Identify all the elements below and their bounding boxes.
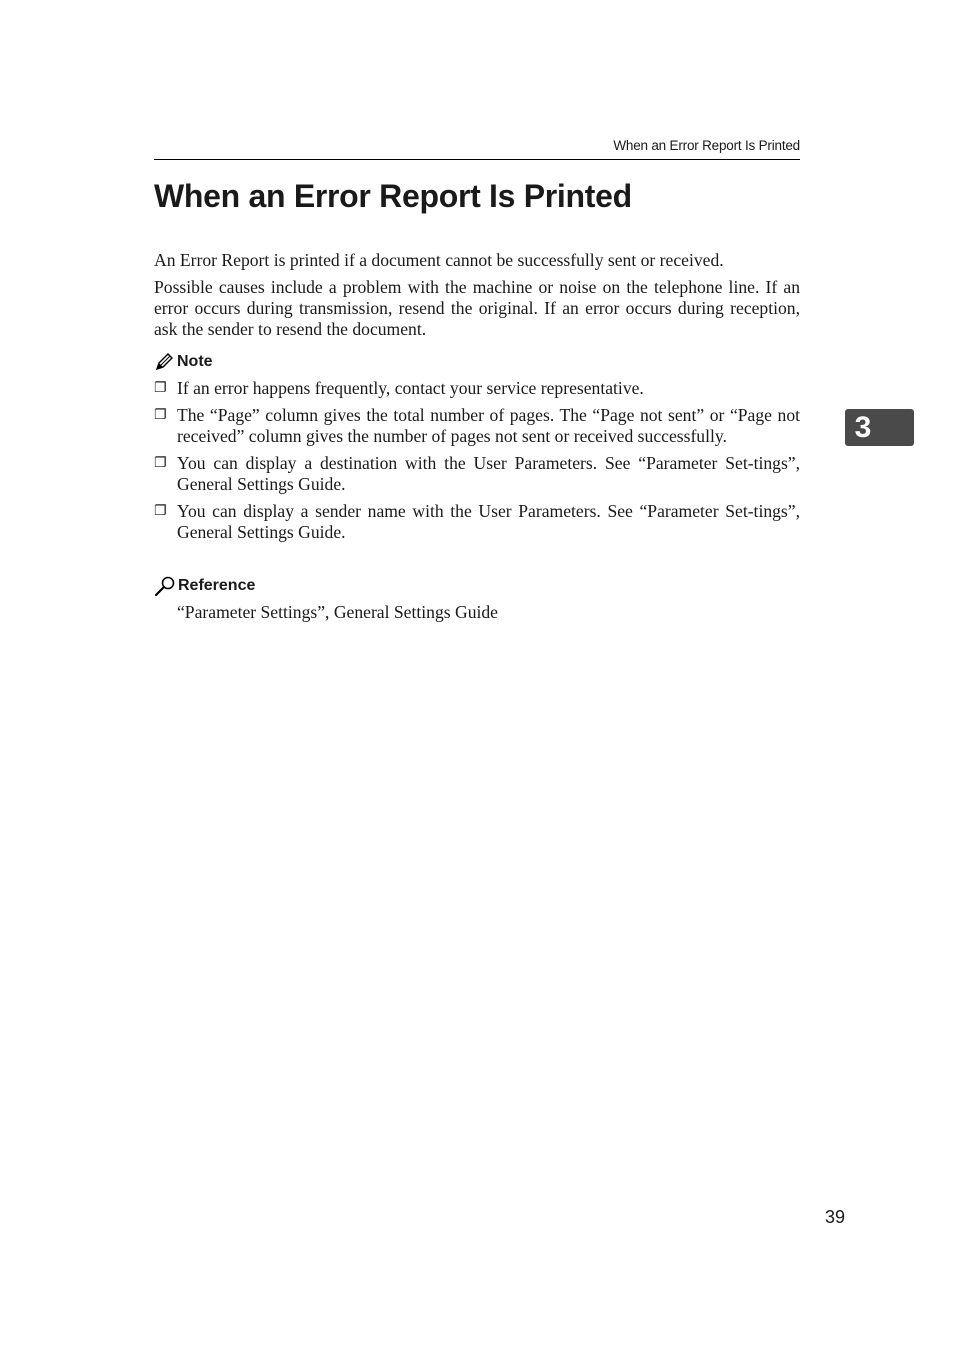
note-item-text: If an error happens frequently, contact your service representative.: [177, 378, 644, 398]
note-heading-label: Note: [177, 353, 213, 370]
chapter-number: 3: [854, 410, 872, 444]
checkbox-icon: ❐: [154, 407, 167, 423]
list-item: [154, 501, 800, 543]
note-heading: [154, 352, 213, 372]
list-item: [154, 378, 800, 399]
note-list: [154, 378, 800, 549]
magnifier-icon: [154, 575, 176, 597]
note-item-text: The “Page” column gives the total number of pages. The “Page not sent” or “Page not received” column gives the number of pages not sent or received successfully.: [177, 405, 800, 446]
reference-text: “Parameter Settings”, General Settings Guide: [177, 602, 498, 622]
list-item: [154, 453, 800, 495]
page-title: When an Error Report Is Printed: [154, 178, 632, 214]
header-rule: [154, 159, 800, 160]
chapter-tab: [845, 409, 914, 446]
causes-paragraph: Possible causes include a problem with the machine or noise on the telephone line. If an error occurs during transmission, resend the original. If an error occurs during reception, ask the sender to resend the document.: [154, 277, 800, 339]
checkbox-icon: ❐: [154, 380, 167, 396]
pencil-icon: [154, 352, 175, 372]
page-number: 39: [824, 1207, 845, 1227]
note-item-text: You can display a sender name with the User Parameters. See “Parameter Set-tings”, General Settings Guide.: [177, 501, 800, 542]
running-header: When an Error Report Is Printed: [613, 138, 800, 153]
reference-heading: [154, 575, 255, 597]
note-item-text: You can display a destination with the User Parameters. See “Parameter Set-tings”, General Settings Guide.: [177, 453, 800, 494]
checkbox-icon: ❐: [154, 455, 167, 471]
list-item: [154, 405, 800, 447]
checkbox-icon: ❐: [154, 503, 167, 519]
intro-paragraph: An Error Report is printed if a document cannot be successfully sent or received.: [154, 250, 724, 270]
reference-heading-label: Reference: [178, 577, 256, 594]
